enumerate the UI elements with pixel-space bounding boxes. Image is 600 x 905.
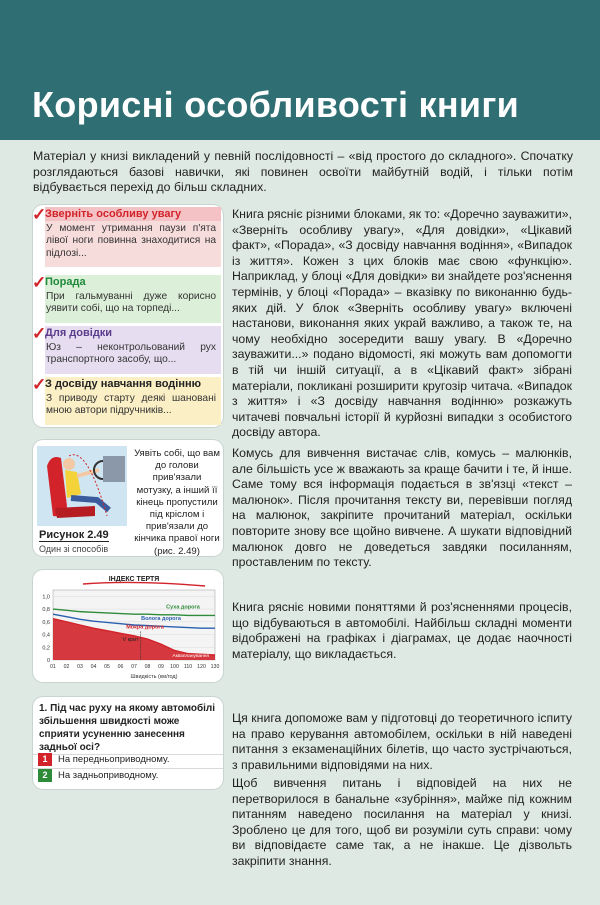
- x-tick-label: 09: [158, 664, 164, 670]
- block-attention: [33, 205, 221, 268]
- x-tick-label: 04: [90, 664, 97, 670]
- block-tip: [33, 273, 221, 323]
- figure-description: Комусь для вивчення вистачає слів, комусь – малюнків, але більшість усе ж вважають за краще бачити і те, й інше. Саме тому вся інформація подається в зв'язці «текст – малюнок». Після прочитання тексту ви, перевівши погляд на малюнок, закріпите прочитаний матеріал, оскільки повторите знову все щойно вивчене. А шукати відповідний малюнок довго не доведеться завдяки посиланням, проставленим по тексту.: [232, 446, 572, 570]
- option-number: 2: [38, 769, 52, 782]
- block-text: З приводу старту деякі шановані мною автори підручників...: [46, 393, 216, 417]
- friction-chart: [33, 570, 223, 682]
- block-reference: [33, 324, 221, 374]
- x-tick-label: 120: [197, 664, 206, 670]
- block-text: У момент утримання паузи п'ята лівої ноги повинна знаходитися на підлозі...: [46, 223, 216, 259]
- chart-description: Книга рясніє новими поняттями й роз'ясненнями процесів, що відбуваються в автомобілі. Найбільш складні моменти відображені на графіках і діаграмах, це додає наочності матеріалу, що викладається.: [232, 600, 572, 661]
- block-text: Юз – неконтрольований рух транспортного засобу, що...: [46, 342, 216, 366]
- figure-caption: Уявіть собі, що вам до голови прив'язали мотузку, а інший її кінець пропустили під кріслом і прив'язали до кінчика правої ноги (рис. 2.49): [134, 448, 220, 557]
- chart-card: [33, 570, 223, 682]
- block-heading: Для довідки: [45, 327, 113, 339]
- vcrit-label: V крит: [122, 636, 139, 643]
- header-banner: [0, 0, 600, 140]
- title-underline: [83, 582, 205, 586]
- figure-card: [33, 440, 223, 556]
- series-label: Суха дорога: [166, 604, 200, 611]
- blocks-description: Книга рясніє різними блоками, як то: «Доречно зауважити», «Зверніть особливу увагу», «Для довідки», «Цікавий факт», «Порада», «З досвіду навчання водіння», «Випадок із життя». Кожен з цих блоків має свою «функцію». Наприклад, у блоці «Для довідки» ви знайдете роз'яснення термінів, у блоці «Порада» – вказівку по виконанню будь-яких дій. У блок «Зверніть особливу увагу» включені настанови, виконання яких украй важливо, а також те, на чому необхідно зосередити вашу увагу. В «Доречно зауважити...» подано відомості, які можуть вам допомогти в тій чи іншій ситуації, а в «Цікавий факт» зібрані матеріали, покликані розширити кругозір читача. «Випадок з життя» і «З досвіду навчання водінню» розкажуть читачеві повчальні історії й курйозні випадки з особистого досвіду автора.: [232, 207, 572, 440]
- x-tick-label: 130: [210, 664, 220, 670]
- block-heading: Зверніть особливу увагу: [45, 208, 182, 220]
- y-tick-label: 0,2: [42, 645, 50, 652]
- y-tick-label: 0,4: [42, 632, 50, 639]
- x-tick-label: 05: [104, 664, 110, 670]
- x-tick-label: 07: [131, 664, 137, 670]
- figure-sublabel: Один зі способів: [39, 544, 109, 554]
- x-tick-label: 06: [117, 664, 124, 670]
- option-label: На задньоприводному.: [58, 770, 159, 781]
- checkmark-icon: ✓: [32, 205, 47, 224]
- block-experience: [33, 375, 221, 425]
- x-tick-label: 08: [144, 664, 151, 670]
- quiz-description-2: Щоб вивчення питань і відповідей на них не перетворилося в банальне «зубріння», майже під кожним питанням наведено посилання на матеріал у книзі. Зроблено це для того, щоб ви розуміли суть справи: чому ви відповідаєте саме так, а не інакше. Це дізвольть закріпити знання.: [232, 776, 572, 868]
- checkmark-icon: ✓: [32, 324, 47, 343]
- x-tick-label: 01: [50, 664, 56, 670]
- option-number: 1: [38, 753, 52, 766]
- block-heading: З досвіду навчання водінню: [45, 378, 202, 390]
- x-axis-label: Швидкість (км/год): [130, 674, 178, 680]
- divider: [33, 768, 223, 769]
- x-tick-label: 02: [63, 664, 70, 670]
- checkmark-icon: ✓: [32, 273, 47, 292]
- x-tick-label: 100: [170, 664, 179, 670]
- chart-title: ІНДЕКС ТЕРТЯ: [108, 576, 160, 583]
- x-tick-label: 03: [77, 664, 83, 670]
- series-label: Мокра дорога: [126, 624, 164, 631]
- quiz-card: [33, 697, 223, 789]
- series-label: Волога дорога: [141, 615, 181, 622]
- blocks-card: [33, 205, 223, 427]
- block-text: При гальмуванні дуже корисно уявити собі, що на торпеді...: [46, 291, 216, 315]
- quiz-description-1: Ця книга допоможе вам у підготовці до теоретичного іспиту на право керування автомобілем, оскільки в ній наведені питання з екзаменаційних білетів, що часто зустрічаються, з правильними відповідями на них.: [232, 711, 572, 772]
- x-tick-label: 110: [183, 664, 193, 670]
- y-tick-label: 0,8: [42, 607, 50, 614]
- y-tick-label: 0,6: [42, 619, 50, 626]
- aquaplaning-label: Аквапланування: [172, 654, 210, 659]
- option-label: На передньоприводному.: [58, 754, 170, 765]
- page-title: Корисні особливості книги: [32, 84, 520, 125]
- figure-label: Рисунок 2.49: [39, 529, 109, 541]
- intro-paragraph: Матеріал у книзі викладений у певній послідовності – «від простого до складного». Спочатку розглядаються базові навички, які повинен освоїти майбутній водій, і тільки потім відбувається перехід до більш складних.: [33, 149, 573, 194]
- checkmark-icon: ✓: [32, 375, 47, 394]
- y-tick-label: 1,0: [42, 594, 50, 601]
- quiz-question: 1. Під час руху на якому автомобілі збільшення швидкості може сприяти усуненню занесення задньої осі?: [39, 703, 216, 753]
- block-heading: Порада: [45, 276, 86, 288]
- driver-seat-illustration: [37, 446, 127, 526]
- y-tick-label: 0: [46, 658, 50, 664]
